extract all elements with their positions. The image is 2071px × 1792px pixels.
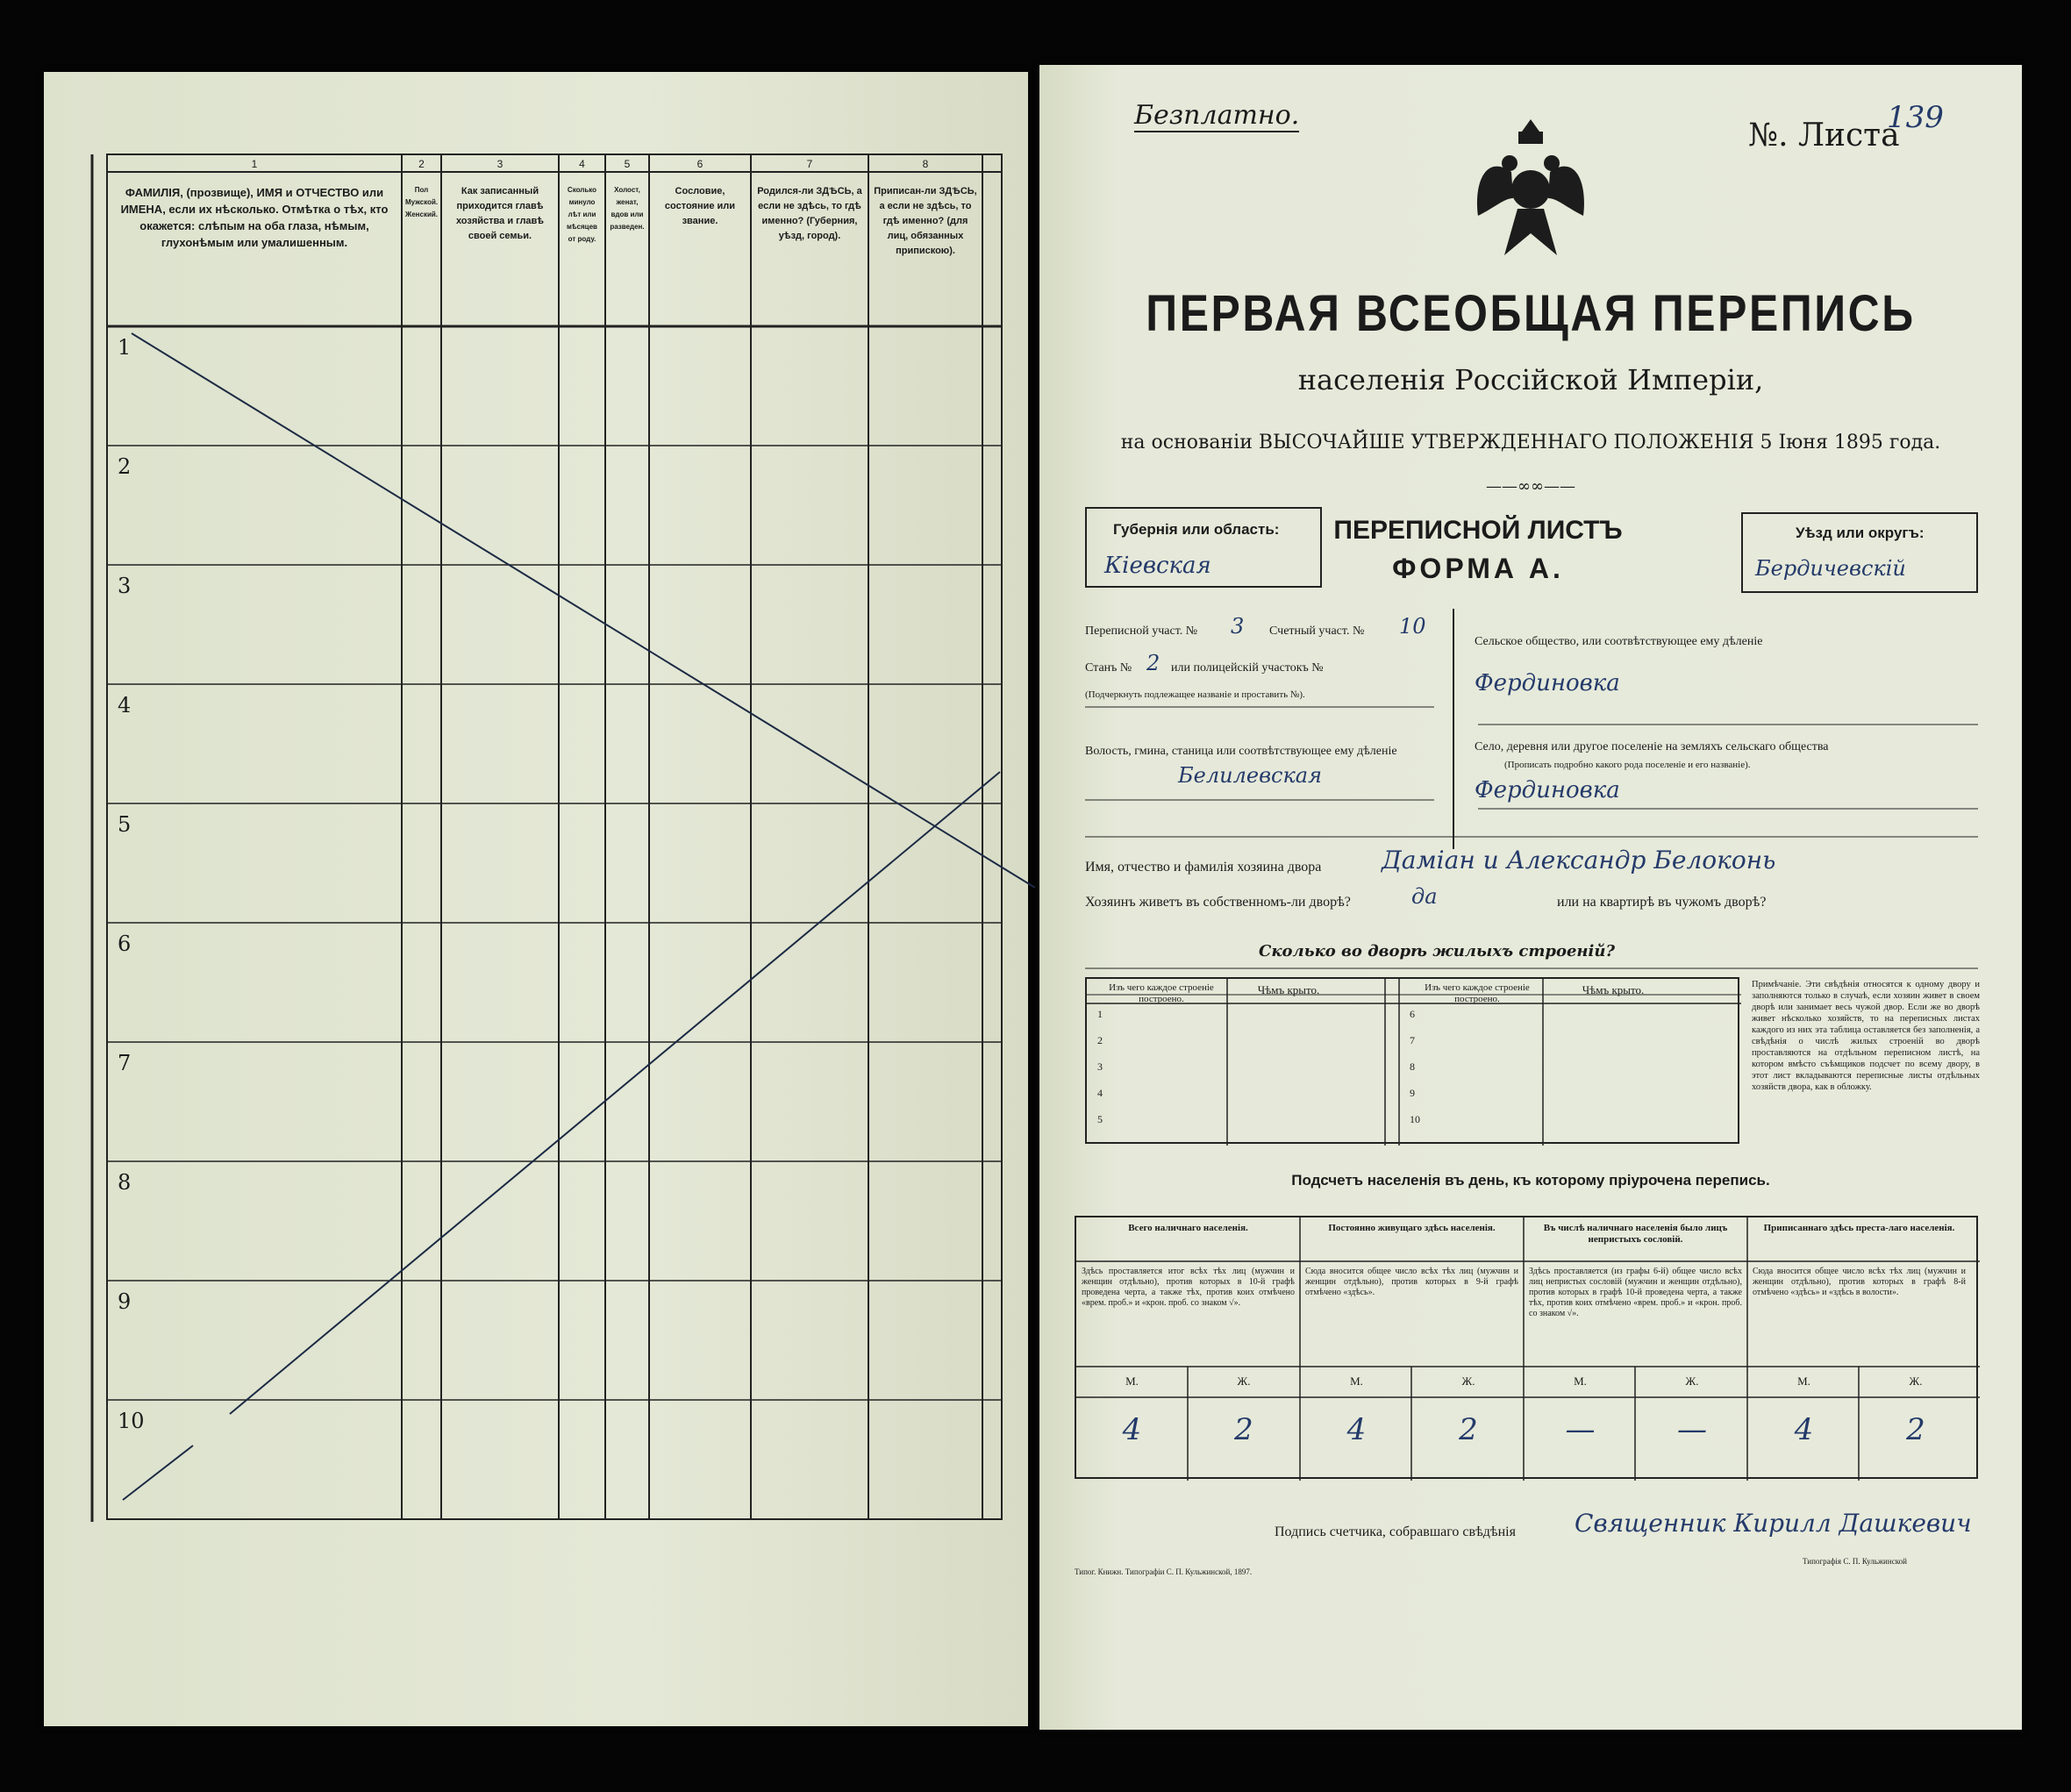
- column-header: ФАМИЛІЯ, (прозвище), ИМЯ и ОТЧЕСТВО или ИМЕНА, если их нѣсколько. Отмѣтка о тѣх, кто окажется: слѣпым на оба глаза, нѣмым, глухонѣмым или умалишенным.: [120, 186, 389, 249]
- lives-label: Хозяинъ живетъ въ собственномъ-ли дворѣ?: [1085, 895, 1351, 910]
- lives-rest: или на квартирѣ въ чужомъ дворѣ?: [1557, 895, 1767, 910]
- volost-value: Белилевская: [1178, 763, 1323, 788]
- row-number: 4: [118, 693, 132, 718]
- row-number: 7: [118, 1051, 132, 1075]
- uezd-value: Бердичевскiй: [1755, 556, 1906, 581]
- count-value: 2: [1906, 1412, 1925, 1447]
- column-header: Родился-ли ЗДѢСЬ, а если не здѣсь, то гдѣ именно? (Губерния, уѣзд, город).: [757, 186, 862, 241]
- row-number: 6: [118, 932, 132, 956]
- stan-label: Станъ №: [1085, 661, 1132, 675]
- buildings-col1-a: Изъ чего каждое строеніе построено.: [1109, 982, 1214, 1004]
- gubernia-value: Кiевская: [1104, 553, 1211, 579]
- column-number: 5: [624, 158, 631, 170]
- building-row-number: 4: [1097, 1087, 1103, 1099]
- count-value: 4: [1346, 1412, 1367, 1447]
- row-number: 9: [118, 1289, 132, 1314]
- buildings-col2-a: Чѣмъ крыто.: [1257, 983, 1320, 996]
- selo-label: Село, деревня или другое поселенiе на земляхъ сельскаго общества: [1475, 740, 1829, 753]
- buildings-col1-b: Изъ чего каждое строеніе построено.: [1425, 982, 1530, 1004]
- column-number: 3: [496, 158, 503, 170]
- buildings-note: Примѣчаніе. Эти свѣдѣнія относятся к одному двору и заполняются только в случаѣ, если хозяин живет в своем дворѣ или занимает весь чужой двор. Если же во дворѣ живет нѣсколько хозяйств, то на переписных листах каждого из них эта таблица оставляется без заполненія, а свѣдѣнія о числѣ жилых строеній во дворѣ проставляются на отдѣльном переписном листѣ, на котором вмѣсто съѣмщиков подсчет по всему двору, в этот лист вкладываются переписные листы отдѣльных хозяйств двора, как в обложку.: [1752, 980, 1980, 1092]
- sex-label: М.: [1350, 1374, 1363, 1388]
- count-header: Постоянно живущаго здѣсь населенія.: [1328, 1223, 1496, 1233]
- selo-note: (Прописать подробно какого рода поселенiе и его названiе).: [1504, 760, 1751, 770]
- form-title-line1: ПЕРЕПИСНОЙ ЛИСТЪ: [1333, 516, 1623, 545]
- footer-left: Типог. Книжн. Типографіи С. П. Кульжинской, 1897.: [1075, 1567, 1253, 1576]
- volost-label: Волость, гмина, станица или соотвѣтствующее ему дѣленiе: [1085, 745, 1397, 758]
- sex-label: Ж.: [1461, 1374, 1475, 1388]
- schetny-value: 10: [1399, 614, 1426, 639]
- stan-value: 2: [1146, 651, 1160, 675]
- owner-value: Дамiан и Александр Белоконь: [1382, 846, 1776, 875]
- building-row-number: 9: [1410, 1087, 1415, 1099]
- count-title: Подсчетъ населенія въ день, къ которому пріурочена перепись.: [1291, 1172, 1770, 1189]
- building-row-number: 5: [1097, 1113, 1103, 1125]
- building-row-number: 1: [1097, 1008, 1103, 1020]
- column-number: 4: [579, 158, 585, 170]
- building-row-number: 6: [1410, 1008, 1415, 1020]
- column-header: Пол Мужской. Женский.: [405, 186, 438, 218]
- sheet-number-value: 139: [1887, 100, 1944, 135]
- column-number: 8: [922, 158, 929, 170]
- stan-note: (Подчеркнуть подлежащее названiе и проставить №).: [1085, 689, 1305, 700]
- row-number: 2: [118, 454, 132, 479]
- sex-label: Ж.: [1685, 1374, 1699, 1388]
- row-number: 8: [118, 1170, 132, 1195]
- column-number: 2: [418, 158, 425, 170]
- census-subtitle: населенія Россійской Имперіи,: [1297, 363, 1764, 396]
- building-row-number: 10: [1410, 1113, 1420, 1125]
- column-number: 7: [806, 158, 813, 170]
- gubernia-label: Губернія или область:: [1113, 521, 1280, 538]
- buildings-col2-b: Чѣмъ крыто.: [1582, 983, 1645, 996]
- perepisnoi-value: 3: [1231, 614, 1245, 639]
- column-number: 6: [696, 158, 703, 170]
- buildings-table: [1085, 977, 1739, 1144]
- perepisnoi-label: Переписной участ. №: [1085, 625, 1198, 638]
- obshestvo-value: Фердиновка: [1475, 670, 1620, 696]
- count-header: Всего наличнаго населенія.: [1128, 1223, 1248, 1233]
- row-number: 3: [118, 574, 132, 598]
- column-header: Сословие, состояние или звание.: [664, 186, 736, 226]
- count-value: —: [1565, 1412, 1596, 1447]
- building-row-number: 3: [1097, 1060, 1103, 1073]
- stan-rest: или полицейскiй участокъ №: [1171, 661, 1324, 675]
- lives-value: да: [1411, 884, 1438, 909]
- sheet-number-label: №. Листа: [1748, 118, 1900, 153]
- signature-value: Священник Кирилл Дашкевич: [1575, 1509, 1972, 1538]
- schetny-label: Счетный участ. №: [1269, 625, 1365, 638]
- ornament-divider: ——∞∞——: [1486, 477, 1575, 496]
- sex-label: М.: [1574, 1374, 1587, 1388]
- sex-label: М.: [1125, 1374, 1139, 1388]
- signature-label: Подпись счетчика, собравшаго свѣдѣнія: [1275, 1524, 1516, 1539]
- count-value: —: [1677, 1412, 1707, 1447]
- uezd-label: Уѣзд или округъ:: [1796, 525, 1925, 541]
- count-description: Здѣсь проставляется итог всѣх тѣх лиц (мужчин и женщин отдѣльно), против которых в 10-й графѣ проведена черта, а также тѣх, против коих отмѣчено «врем. проб.» и «крон. проб. со знаком √».: [1082, 1267, 1295, 1308]
- count-value: 4: [1794, 1412, 1814, 1447]
- column-header: Холост, женат, вдов или разведен.: [610, 186, 645, 231]
- count-header: Приписаннаго здѣсь преста-лаго населенія.: [1763, 1223, 1955, 1233]
- owner-label: Имя, отчество и фамилія хозяина двора: [1085, 860, 1322, 875]
- row-number: 5: [118, 812, 132, 837]
- count-value: 4: [1122, 1412, 1142, 1447]
- row-number: 1: [118, 335, 132, 360]
- count-description: Сюда вносится общее число всѣх тѣх лиц (мужчин и женщин отдѣльно), против которых в графѣ 8-й отмѣчено «здѣсь» и «здѣсь в волости».: [1753, 1267, 1966, 1297]
- census-title: ПЕРВАЯ ВСЕОБЩАЯ ПЕРЕПИСЬ: [1146, 285, 1916, 342]
- cross-out-lines: [123, 333, 1035, 1500]
- form-title-line2: ФОРМА А.: [1392, 553, 1564, 584]
- count-value: 2: [1459, 1412, 1478, 1447]
- count-description: Здѣсь проставляется (из графы 6-й) общее число всѣх лиц непристых сословій (мужчин и женщин отдѣльно), против которых в графѣ 10-й проведена черта, а также тѣх, против коих отмѣчено «врем. проб.» и «крон. проб. со знаком √».: [1529, 1267, 1742, 1318]
- count-description: Сюда вносится общее число всѣх тѣх лиц (мужчин и женщин отдѣльно), против которых в 9-й графѣ отмѣчено «здѣсь».: [1305, 1267, 1518, 1297]
- free-label: Безплатно.: [1134, 100, 1300, 131]
- building-row-number: 8: [1410, 1060, 1415, 1073]
- column-header: Приписан-ли ЗДѢСЬ, а если не здѣсь, то гдѣ именно? (для лиц, обязанных припискою).: [874, 186, 977, 256]
- obshestvo-label: Сельское общество, или соотвѣтствующее ему дѣленiе: [1475, 635, 1763, 648]
- count-header: Въ числѣ наличнаго населенія было лицъ непристыхъ сословій.: [1543, 1223, 1728, 1245]
- count-table: [1075, 1216, 1978, 1479]
- column-header: Как записанный приходится главѣ хозяйства и главѣ своей семьи.: [455, 186, 545, 241]
- sex-label: Ж.: [1909, 1374, 1923, 1388]
- count-value: 2: [1234, 1412, 1253, 1447]
- building-row-number: 2: [1097, 1034, 1103, 1046]
- row-number: 10: [118, 1409, 145, 1433]
- column-header: Сколько минуло лѣт или мѣсяцев от роду.: [567, 186, 597, 243]
- column-number: 1: [251, 158, 258, 170]
- right-page: [1039, 65, 2022, 1730]
- census-basis: на основаніи ВЫСОЧАЙШЕ УТВЕРЖДЕННАГО ПОЛОЖЕНІЯ 5 Іюня 1895 года.: [1120, 432, 1941, 453]
- building-row-number: 7: [1410, 1034, 1415, 1046]
- sex-label: Ж.: [1237, 1374, 1251, 1388]
- footer-right: Типографія С. П. Кульжинской: [1803, 1557, 1907, 1566]
- selo-value: Фердиновка: [1475, 777, 1620, 803]
- buildings-label: Сколько во дворѣ жилыхъ строеній?: [1259, 942, 1616, 960]
- sex-label: М.: [1797, 1374, 1810, 1388]
